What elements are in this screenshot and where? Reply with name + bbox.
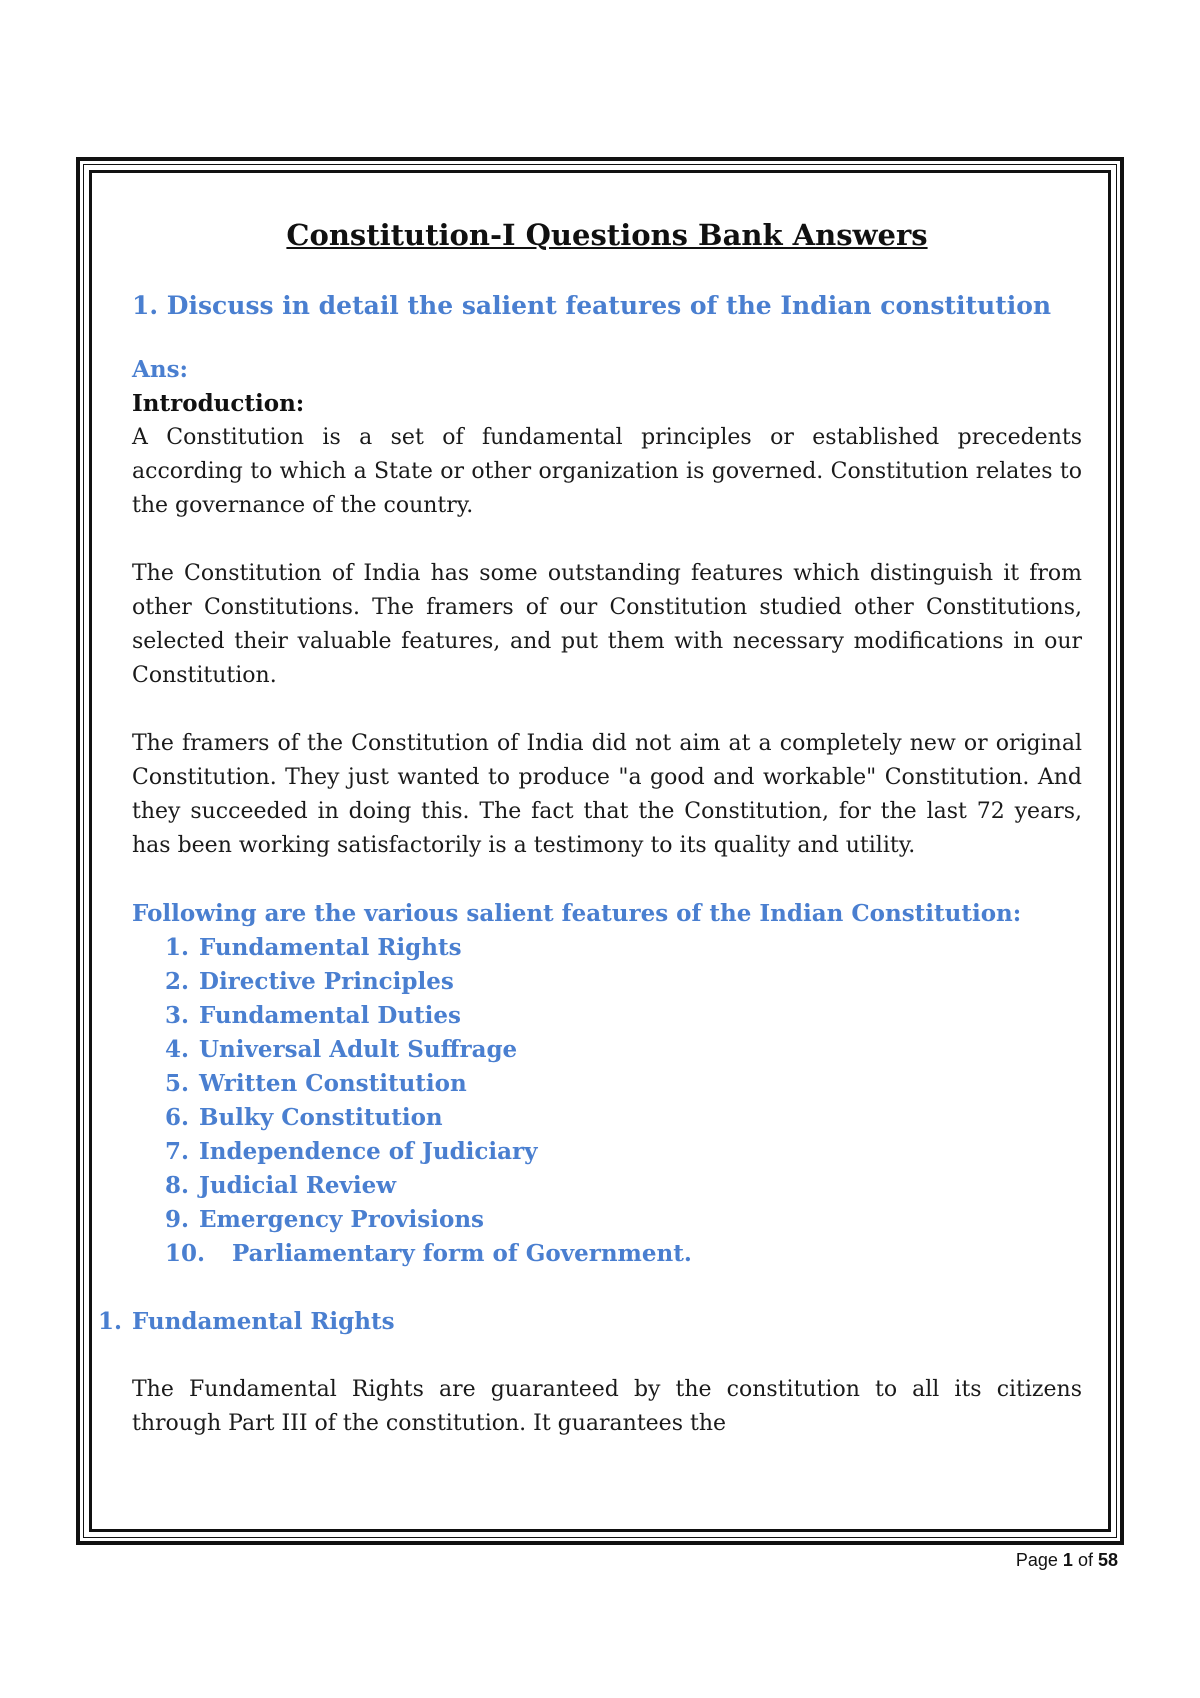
list-item [165,1237,1082,1271]
list-item-label: Directive Principles [199,968,454,995]
list-item [165,931,1082,965]
paragraph-1: A Constitution is a set of fundamental principles or established precedents according to which a State or other organization is governed. Constitution relates to the governance of the country. [132,425,1082,518]
list-item-label: Independence of Judiciary [199,1138,538,1165]
features-list [132,931,1082,1271]
of-word: of [1077,1550,1093,1570]
list-item-number: 7. [165,1138,190,1165]
list-item-number: 10. [165,1240,206,1267]
list-item-label: Fundamental Duties [199,1002,461,1029]
list-item [165,1033,1082,1067]
list-item-label: Written Constitution [199,1070,467,1097]
paragraph-3: The framers of the Constitution of India did not aim at a completely new or original Constitution. They just wanted to produce "a good and workable" Constitution. And they succeeded in doing this. The fact that the Constitution, for the last 72 years, has been working satisfactorily is a testimony to its quality and utility. [132,731,1082,858]
document-title: Constitution-I Questions Bank Answers [286,218,928,252]
answer-label: Ans: [132,356,189,383]
list-item-number: 4. [165,1036,190,1063]
list-item-number: 8. [165,1172,190,1199]
list-item-label: Judicial Review [199,1172,397,1199]
list-item-label: Parliamentary form of Government. [232,1240,692,1267]
list-item [165,1169,1082,1203]
list-item-number: 6. [165,1104,190,1131]
list-item [165,965,1082,999]
list-item-number: 5. [165,1070,190,1097]
features-heading: Following are the various salient features of the Indian Constitution: [132,900,1022,927]
list-item-number: 9. [165,1206,190,1233]
section-title: Fundamental Rights [132,1308,395,1335]
list-item-label: Fundamental Rights [199,934,462,961]
introduction-heading: Introduction: [132,390,305,417]
section-heading-fundamental-rights [98,1305,1082,1339]
question-heading: 1. Discuss in detail the salient features of the Indian constitution [132,291,1052,320]
section-number: 1. [98,1308,123,1335]
list-item-number: 1. [165,934,190,961]
paragraph-2: The Constitution of India has some outstanding features which distinguish it from other Constitutions. The framers of our Constitution studied other Constitutions, selected their valuable features, and put them with necessary modifications in our Constitution. [132,561,1082,688]
list-item [165,1101,1082,1135]
list-item [165,1135,1082,1169]
list-item [165,999,1082,1033]
page-number-footer [1016,1550,1118,1571]
section-paragraph: The Fundamental Rights are guaranteed by the constitution to all its citizens through Part III of the constitution. It guarantees the [132,1377,1082,1436]
page-word: Page [1015,1550,1058,1570]
document-body [98,215,1082,1475]
list-item-label: Emergency Provisions [199,1206,484,1233]
total-pages-number: 58 [1097,1550,1118,1570]
list-item-label: Universal Adult Suffrage [199,1036,518,1063]
list-item-number: 2. [165,968,190,995]
list-item [165,1203,1082,1237]
current-page-number: 1 [1062,1550,1073,1570]
list-item [165,1067,1082,1101]
list-item-number: 3. [165,1002,190,1029]
list-item-label: Bulky Constitution [199,1104,443,1131]
